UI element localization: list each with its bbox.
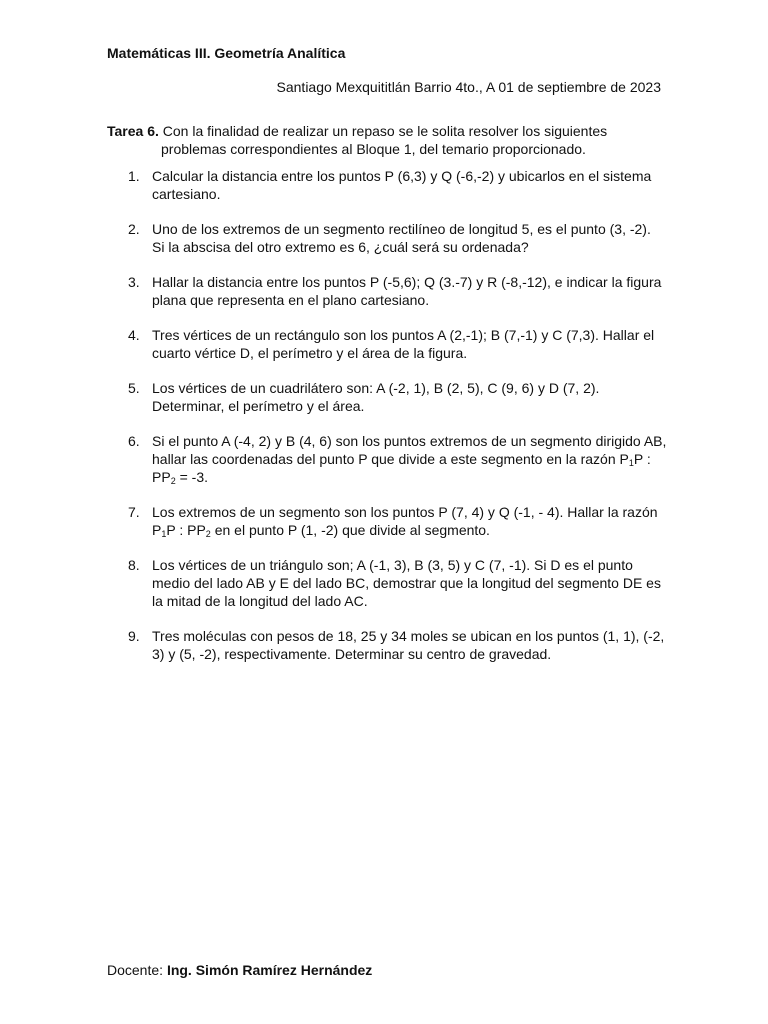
place-date: Santiago Mexquititlán Barrio 4to., A 01 de septiembre de 2023 xyxy=(276,79,661,95)
task-intro-text: Con la finalidad de realizar un repaso se le solita resolver los siguientes problemas correspondientes al Bloque 1, del temario proporcionado. xyxy=(161,123,608,157)
problem-number: 5. xyxy=(128,380,140,396)
problem-item xyxy=(107,432,667,486)
problem-item xyxy=(107,379,667,415)
problem-text-part: = -3. xyxy=(175,469,208,485)
problem-number: 3. xyxy=(128,274,140,290)
task-label: Tarea 6. xyxy=(107,123,159,139)
problem-text: Calcular la distancia entre los puntos P (6,3) y Q (-6,-2) y ubicarlos en el sistema cartesiano. xyxy=(152,168,652,202)
problem-number: 7. xyxy=(128,504,140,520)
problem-text: Hallar la distancia entre los puntos P (-5,6); Q (3.-7) y R (-8,-12), e indicar la figura plana que representa en el plano cartesiano. xyxy=(152,274,662,308)
problem-item xyxy=(107,167,667,203)
problem-text: Uno de los extremos de un segmento rectilíneo de longitud 5, es el punto (3, -2). Si la abscisa del otro extremo es 6, ¿cuál será su ordenada? xyxy=(152,221,651,255)
problem-number: 1. xyxy=(128,168,140,184)
teacher-label: Docente: xyxy=(107,962,164,978)
problem-text: Los vértices de un triángulo son; A (-1, 3), B (3, 5) y C (7, -1). Si D es el punto medio del lado AB y E del lado BC, demostrar que la longitud del segmento DE es la mitad de la longitud del lado AC. xyxy=(152,557,661,609)
problem-text xyxy=(152,433,666,485)
problem-text-part: P : PP xyxy=(152,451,651,485)
problem-text-part: Los extremos de un segmento son los puntos P (7, 4) y Q (-1, - 4). Hallar la razón P xyxy=(152,504,658,538)
problem-text-part: P : PP xyxy=(166,522,206,538)
problem-number: 9. xyxy=(128,628,140,644)
problem-text xyxy=(152,504,658,538)
problem-text-part: Si el punto A (-4, 2) y B (4, 6) son los puntos extremos de un segmento dirigido AB, hallar las coordenadas del punto P que divide a este segmento en la razón P xyxy=(152,433,667,467)
page-title: Matemáticas III. Geometría Analítica xyxy=(107,45,346,61)
subscript: 1 xyxy=(161,529,167,539)
problem-number: 6. xyxy=(128,433,140,449)
problem-number: 2. xyxy=(128,221,140,237)
problem-number: 4. xyxy=(128,327,140,343)
subscript: 2 xyxy=(205,529,211,539)
task-intro xyxy=(107,122,667,158)
teacher-name: Ing. Simón Ramírez Hernández xyxy=(166,962,373,978)
teacher-signature-line xyxy=(107,961,372,979)
subscript: 2 xyxy=(170,476,176,486)
problem-item xyxy=(107,326,667,362)
subscript: 1 xyxy=(628,458,634,468)
problem-number: 8. xyxy=(128,557,140,573)
problem-text: Tres moléculas con pesos de 18, 25 y 34 moles se ubican en los puntos (1, 1), (-2, 3) y (5, -2), respectivamente. Determinar su centro de gravedad. xyxy=(152,628,665,662)
problem-item xyxy=(107,627,667,663)
problem-list xyxy=(107,167,667,680)
problem-item xyxy=(107,556,667,610)
problem-item xyxy=(107,220,667,256)
problem-item xyxy=(107,503,667,539)
problem-item xyxy=(107,273,667,309)
problem-text: Los vértices de un cuadrilátero son: A (-2, 1), B (2, 5), C (9, 6) y D (7, 2). Determinar, el perímetro y el área. xyxy=(152,380,600,414)
problem-text: Tres vértices de un rectángulo son los puntos A (2,-1); B (7,-1) y C (7,3). Hallar el cuarto vértice D, el perímetro y el área de la figura. xyxy=(152,327,655,361)
problem-text-part: en el punto P (1, -2) que divide al segmento. xyxy=(210,522,490,538)
